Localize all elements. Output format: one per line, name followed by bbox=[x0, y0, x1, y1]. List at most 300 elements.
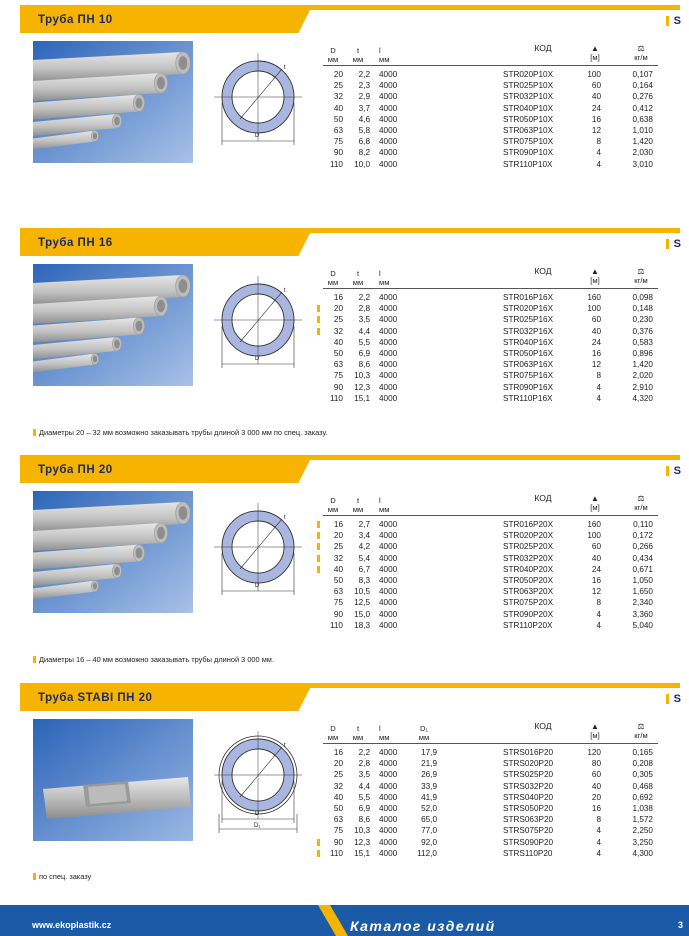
table-body bbox=[323, 69, 658, 170]
cell-kg: 4,300 bbox=[632, 848, 653, 858]
cell-m: 8 bbox=[596, 371, 601, 381]
special-order-marker bbox=[317, 543, 320, 550]
header-d bbox=[323, 269, 343, 287]
header-l-label: l bbox=[379, 724, 381, 733]
header-l bbox=[373, 269, 401, 287]
cell-m: 4 bbox=[596, 148, 601, 158]
special-order-marker bbox=[317, 521, 320, 528]
table-row bbox=[323, 792, 658, 803]
cell-d: 75 bbox=[333, 137, 343, 147]
cell-kg: 0,896 bbox=[632, 348, 653, 358]
header-l-unit: мм bbox=[379, 505, 390, 514]
cross-section-diagram bbox=[212, 491, 312, 613]
header-t bbox=[346, 496, 370, 514]
cell-kg: 0,412 bbox=[632, 103, 653, 113]
header-weight bbox=[629, 267, 653, 285]
header-l-unit: мм bbox=[379, 55, 390, 64]
cell-code: STR040P10X bbox=[503, 103, 554, 113]
header-s-label: S bbox=[673, 15, 681, 27]
cell-t: 4,6 bbox=[358, 114, 370, 124]
cell-kg: 4,320 bbox=[632, 393, 653, 403]
cell-l: 4000 bbox=[379, 382, 398, 392]
cell-t: 3,7 bbox=[358, 103, 370, 113]
table-row bbox=[323, 337, 658, 348]
cell-m: 40 bbox=[591, 92, 601, 102]
special-order-marker bbox=[317, 316, 320, 323]
table-row bbox=[323, 747, 658, 758]
pipe-photo bbox=[33, 264, 193, 386]
cell-m: 4 bbox=[596, 837, 601, 847]
cell-code: STR063P16X bbox=[503, 360, 554, 370]
header-d bbox=[323, 724, 343, 742]
header-t-unit: мм bbox=[352, 733, 364, 742]
cell-m: 4 bbox=[596, 393, 601, 403]
table-row bbox=[323, 159, 658, 170]
cell-t: 5,5 bbox=[358, 337, 370, 347]
header-meters-unit: [м] bbox=[590, 276, 600, 285]
diagram-label-d: D bbox=[255, 356, 260, 362]
table-row bbox=[323, 382, 658, 393]
section-title: Труба ПН 20 bbox=[38, 464, 113, 476]
header-d bbox=[323, 46, 343, 64]
weight-icon: ⚖ bbox=[637, 494, 645, 503]
cell-d: 20 bbox=[333, 531, 343, 541]
spec-table bbox=[323, 720, 658, 859]
cell-l: 4000 bbox=[379, 837, 398, 847]
cell-t: 2,2 bbox=[358, 748, 370, 757]
cell-l: 4000 bbox=[379, 598, 398, 608]
cell-d1: 112,0 bbox=[417, 848, 437, 858]
table-row bbox=[323, 69, 658, 80]
cell-m: 40 bbox=[591, 553, 601, 563]
cell-code: STR016P16X bbox=[503, 293, 554, 302]
diagram-label-d: D bbox=[255, 583, 260, 589]
weight-icon: ⚖ bbox=[637, 722, 645, 731]
table-row bbox=[323, 553, 658, 564]
table-row bbox=[323, 326, 658, 337]
header-code: КОД bbox=[534, 43, 552, 53]
header-t-unit: мм bbox=[352, 505, 364, 514]
cell-kg: 2,340 bbox=[632, 598, 653, 608]
header-accent-line bbox=[20, 228, 680, 233]
cell-code: STR020P20X bbox=[503, 531, 554, 541]
cell-code: STR075P16X bbox=[503, 371, 554, 381]
table-row bbox=[323, 125, 658, 136]
cell-d: 63 bbox=[333, 360, 343, 370]
note-marker bbox=[33, 873, 36, 880]
cell-kg: 3,250 bbox=[632, 837, 653, 847]
note-marker bbox=[33, 429, 36, 436]
cell-d: 50 bbox=[333, 803, 343, 813]
cell-t: 6,8 bbox=[358, 137, 370, 147]
cell-m: 12 bbox=[591, 360, 601, 370]
header-accent-line bbox=[20, 683, 680, 688]
header-d-unit: мм bbox=[327, 505, 339, 514]
diagram-label-t: t bbox=[284, 515, 286, 521]
cell-m: 24 bbox=[591, 337, 601, 347]
note-text: Диаметры 16 – 40 мм возможно заказывать трубы длиной 3 000 мм. bbox=[39, 655, 274, 664]
table-row bbox=[323, 359, 658, 370]
cell-d: 63 bbox=[333, 125, 343, 135]
cell-t: 10,0 bbox=[354, 159, 370, 169]
cell-l: 4000 bbox=[379, 792, 398, 802]
footer-url[interactable]: www.ekoplastik.cz bbox=[32, 920, 112, 930]
cell-kg: 0,276 bbox=[632, 92, 653, 102]
cell-code: STR090P20X bbox=[503, 609, 554, 619]
header-code: КОД bbox=[534, 266, 552, 276]
header-accent-line bbox=[20, 455, 680, 460]
table-row bbox=[323, 91, 658, 102]
cell-code: STR063P20X bbox=[503, 587, 554, 597]
cross-section-diagram bbox=[212, 719, 312, 841]
header-weight-unit: кг/м bbox=[634, 503, 648, 512]
cell-l: 4000 bbox=[379, 125, 398, 135]
table-header bbox=[323, 720, 658, 744]
cell-t: 3,4 bbox=[358, 531, 370, 541]
table-row bbox=[323, 314, 658, 325]
header-s-label: S bbox=[673, 238, 681, 250]
cell-m: 12 bbox=[591, 587, 601, 597]
cell-d: 25 bbox=[333, 770, 343, 780]
cell-t: 5,8 bbox=[358, 125, 370, 135]
spec-table bbox=[323, 265, 658, 404]
cell-t: 3,5 bbox=[358, 315, 370, 325]
cell-d: 90 bbox=[333, 382, 343, 392]
header-d1 bbox=[411, 724, 437, 742]
cell-d: 110 bbox=[329, 848, 343, 858]
cell-l: 4000 bbox=[379, 575, 398, 585]
diagram-label-t: t bbox=[284, 743, 286, 749]
cell-m: 4 bbox=[596, 826, 601, 836]
cell-m: 4 bbox=[596, 609, 601, 619]
header-d-label: D bbox=[330, 496, 336, 505]
cell-kg: 1,572 bbox=[632, 815, 653, 825]
cell-d1: 65,0 bbox=[421, 815, 437, 825]
header-d bbox=[323, 496, 343, 514]
cell-m: 24 bbox=[591, 564, 601, 574]
product-section bbox=[0, 683, 689, 903]
cell-kg: 0,230 bbox=[632, 315, 653, 325]
table-row bbox=[323, 103, 658, 114]
header-t bbox=[346, 724, 370, 742]
special-order-marker bbox=[317, 839, 320, 846]
cell-m: 4 bbox=[596, 848, 601, 858]
header-marker bbox=[666, 694, 669, 704]
header-weight bbox=[629, 44, 653, 62]
cell-kg: 0,110 bbox=[633, 520, 653, 529]
spec-table bbox=[323, 42, 658, 170]
table-row bbox=[323, 136, 658, 147]
cell-d1: 41,9 bbox=[421, 792, 437, 802]
cell-code: STR075P10X bbox=[503, 137, 554, 147]
cell-d: 25 bbox=[333, 315, 343, 325]
special-order-marker bbox=[317, 328, 320, 335]
table-header bbox=[323, 492, 658, 516]
cell-t: 6,9 bbox=[358, 348, 370, 358]
header-t-unit: мм bbox=[352, 55, 364, 64]
product-section bbox=[0, 228, 689, 448]
header-s-label: S bbox=[673, 465, 681, 477]
cell-kg: 2,250 bbox=[632, 826, 653, 836]
header-marker bbox=[666, 16, 669, 26]
cell-kg: 0,583 bbox=[632, 337, 653, 347]
cell-kg: 0,468 bbox=[632, 781, 653, 791]
table-row bbox=[323, 530, 658, 541]
cell-d1: 92,0 bbox=[421, 837, 437, 847]
header-d-unit: мм bbox=[327, 55, 339, 64]
cell-kg: 0,434 bbox=[632, 553, 653, 563]
cell-m: 20 bbox=[591, 792, 601, 802]
cell-t: 15,0 bbox=[354, 609, 370, 619]
cell-d: 110 bbox=[329, 159, 343, 169]
section-title: Труба ПН 16 bbox=[38, 237, 113, 249]
cell-d: 110 bbox=[329, 393, 343, 403]
table-row bbox=[323, 348, 658, 359]
cell-code: STRS050P20 bbox=[503, 803, 554, 813]
cell-m: 16 bbox=[591, 114, 601, 124]
table-body bbox=[323, 747, 658, 859]
cell-code: STRS025P20 bbox=[503, 770, 554, 780]
cell-code: STRS090P20 bbox=[503, 837, 554, 847]
table-row bbox=[323, 609, 658, 620]
table-row bbox=[323, 586, 658, 597]
weight-icon: ⚖ bbox=[637, 44, 645, 53]
header-weight bbox=[629, 494, 653, 512]
bundle-icon: ▲ bbox=[591, 494, 599, 503]
cell-code: STR040P20X bbox=[503, 564, 554, 574]
cell-d: 40 bbox=[333, 337, 343, 347]
cell-kg: 0,671 bbox=[632, 564, 653, 574]
cell-t: 8,6 bbox=[358, 360, 370, 370]
cell-l: 4000 bbox=[379, 826, 398, 836]
cell-code: STR040P16X bbox=[503, 337, 554, 347]
table-row bbox=[323, 370, 658, 381]
cell-m: 16 bbox=[591, 348, 601, 358]
cell-t: 6,7 bbox=[358, 564, 370, 574]
cell-m: 4 bbox=[596, 159, 601, 169]
cross-section-diagram bbox=[212, 264, 312, 386]
cell-m: 60 bbox=[591, 770, 601, 780]
cell-l: 4000 bbox=[379, 553, 398, 563]
table-row bbox=[323, 393, 658, 404]
cell-kg: 1,650 bbox=[632, 587, 653, 597]
table-body bbox=[323, 292, 658, 404]
cell-t: 4,4 bbox=[358, 781, 370, 791]
header-s-label: S bbox=[673, 693, 681, 705]
cell-d: 110 bbox=[329, 620, 343, 630]
header-meters-unit: [м] bbox=[590, 731, 600, 740]
cell-kg: 3,010 bbox=[632, 159, 653, 169]
product-section bbox=[0, 455, 689, 675]
cell-code: STR032P16X bbox=[503, 326, 554, 336]
cell-l: 4000 bbox=[379, 587, 398, 597]
header-weight-unit: кг/м bbox=[634, 276, 648, 285]
cell-d: 20 bbox=[333, 70, 343, 79]
cell-m: 160 bbox=[587, 520, 601, 529]
cell-code: STR075P20X bbox=[503, 598, 554, 608]
table-row bbox=[323, 758, 658, 769]
cell-m: 80 bbox=[591, 759, 601, 769]
special-order-marker bbox=[317, 532, 320, 539]
cell-code: STRS016P20 bbox=[503, 748, 554, 757]
cell-kg: 0,638 bbox=[632, 114, 653, 124]
note-text: Диаметры 20 – 32 мм возможно заказывать трубы длиной 3 000 мм по спец. заказу. bbox=[39, 428, 328, 437]
table-row bbox=[323, 303, 658, 314]
product-section bbox=[0, 5, 689, 225]
cell-d: 50 bbox=[333, 575, 343, 585]
table-row bbox=[323, 519, 658, 530]
cell-code: STR050P20X bbox=[503, 575, 554, 585]
cell-l: 4000 bbox=[379, 103, 398, 113]
special-order-marker bbox=[317, 305, 320, 312]
cell-m: 60 bbox=[591, 81, 601, 91]
cell-t: 12,3 bbox=[354, 382, 370, 392]
header-meters-unit: [м] bbox=[590, 503, 600, 512]
cell-m: 60 bbox=[591, 542, 601, 552]
cell-kg: 1,420 bbox=[632, 137, 653, 147]
section-note bbox=[33, 428, 327, 437]
cell-t: 2,7 bbox=[358, 520, 370, 529]
header-weight bbox=[629, 722, 653, 740]
cell-code: STRS063P20 bbox=[503, 815, 554, 825]
bundle-icon: ▲ bbox=[591, 44, 599, 53]
header-d1-unit: мм bbox=[418, 733, 430, 742]
diagram-label-d1: D₁ bbox=[254, 823, 261, 829]
cell-t: 5,5 bbox=[358, 792, 370, 802]
cell-code: STR016P20X bbox=[503, 520, 554, 529]
cell-m: 120 bbox=[587, 748, 601, 757]
cell-t: 10,3 bbox=[354, 826, 370, 836]
cell-m: 16 bbox=[591, 575, 601, 585]
cell-m: 100 bbox=[587, 531, 601, 541]
table-row bbox=[323, 814, 658, 825]
cell-l: 4000 bbox=[379, 748, 398, 757]
cell-l: 4000 bbox=[379, 848, 398, 858]
cell-l: 4000 bbox=[379, 81, 398, 91]
cell-l: 4000 bbox=[379, 371, 398, 381]
header-d-label: D bbox=[330, 724, 336, 733]
cell-d: 50 bbox=[333, 348, 343, 358]
cell-m: 12 bbox=[591, 125, 601, 135]
cell-code: STR110P10X bbox=[503, 159, 553, 169]
cell-t: 12,5 bbox=[354, 598, 370, 608]
cell-code: STR050P10X bbox=[503, 114, 554, 124]
cell-kg: 1,038 bbox=[632, 803, 653, 813]
header-marker bbox=[666, 239, 669, 249]
cell-d: 32 bbox=[333, 92, 343, 102]
cell-d: 90 bbox=[333, 609, 343, 619]
cell-kg: 1,050 bbox=[632, 575, 653, 585]
special-order-marker bbox=[317, 566, 320, 573]
header-t-label: t bbox=[356, 46, 360, 55]
cell-m: 24 bbox=[591, 103, 601, 113]
cell-kg: 0,164 bbox=[632, 81, 653, 91]
cell-d: 63 bbox=[333, 587, 343, 597]
cell-d1: 26,9 bbox=[421, 770, 437, 780]
cell-l: 4000 bbox=[379, 315, 398, 325]
cell-kg: 0,165 bbox=[632, 748, 653, 757]
section-title: Труба ПН 10 bbox=[38, 14, 113, 26]
cell-t: 4,4 bbox=[358, 326, 370, 336]
diagram-label-d: D bbox=[255, 133, 260, 139]
cell-code: STRS040P20 bbox=[503, 792, 554, 802]
cell-l: 4000 bbox=[379, 542, 398, 552]
cell-l: 4000 bbox=[379, 326, 398, 336]
note-marker bbox=[33, 656, 36, 663]
cell-m: 40 bbox=[591, 326, 601, 336]
cell-t: 5,4 bbox=[358, 553, 370, 563]
cell-t: 10,5 bbox=[354, 587, 370, 597]
table-row bbox=[323, 564, 658, 575]
cell-kg: 0,172 bbox=[632, 531, 653, 541]
cell-m: 8 bbox=[596, 598, 601, 608]
bundle-icon: ▲ bbox=[591, 722, 599, 731]
header-t-label: t bbox=[356, 724, 360, 733]
cell-kg: 2,030 bbox=[632, 148, 653, 158]
cell-m: 8 bbox=[596, 137, 601, 147]
cell-d: 40 bbox=[333, 564, 343, 574]
cell-kg: 0,208 bbox=[632, 759, 653, 769]
cell-kg: 0,305 bbox=[632, 770, 653, 780]
cell-l: 4000 bbox=[379, 531, 398, 541]
table-header bbox=[323, 265, 658, 289]
special-order-marker bbox=[317, 555, 320, 562]
cell-kg: 0,692 bbox=[632, 792, 653, 802]
cell-t: 3,5 bbox=[358, 770, 370, 780]
cell-l: 4000 bbox=[379, 520, 398, 529]
header-d-unit: мм bbox=[327, 733, 339, 742]
header-t bbox=[346, 46, 370, 64]
cell-t: 15,1 bbox=[354, 393, 370, 403]
cell-code: STRS110P20 bbox=[503, 848, 553, 858]
diagram-label-t: t bbox=[284, 288, 286, 294]
cell-kg: 2,910 bbox=[632, 382, 653, 392]
header-l-unit: мм bbox=[379, 733, 390, 742]
cell-d1: 52,0 bbox=[421, 803, 437, 813]
cell-t: 4,2 bbox=[358, 542, 370, 552]
header-meters bbox=[585, 494, 605, 512]
cell-m: 16 bbox=[591, 803, 601, 813]
cell-l: 4000 bbox=[379, 564, 398, 574]
cell-code: STR032P20X bbox=[503, 553, 554, 563]
cell-d: 20 bbox=[333, 304, 343, 314]
header-code: КОД bbox=[534, 721, 552, 731]
cell-d: 90 bbox=[333, 837, 343, 847]
header-l bbox=[373, 724, 401, 742]
bundle-icon: ▲ bbox=[591, 267, 599, 276]
cell-d: 40 bbox=[333, 103, 343, 113]
pipe-photo bbox=[33, 491, 193, 613]
header-weight-unit: кг/м bbox=[634, 53, 648, 62]
cell-d: 32 bbox=[333, 781, 343, 791]
cell-code: STRS020P20 bbox=[503, 759, 554, 769]
cell-kg: 0,376 bbox=[632, 326, 653, 336]
cell-d: 20 bbox=[333, 759, 343, 769]
table-row bbox=[323, 837, 658, 848]
cell-l: 4000 bbox=[379, 70, 398, 79]
cell-m: 100 bbox=[587, 70, 601, 79]
cell-d: 25 bbox=[333, 81, 343, 91]
cell-kg: 0,098 bbox=[632, 293, 653, 302]
cell-m: 160 bbox=[587, 293, 601, 302]
cell-d: 25 bbox=[333, 542, 343, 552]
cell-d: 90 bbox=[333, 148, 343, 158]
cell-m: 100 bbox=[587, 304, 601, 314]
section-note bbox=[33, 655, 274, 664]
cell-l: 4000 bbox=[379, 781, 398, 791]
cell-kg: 0,107 bbox=[632, 70, 653, 79]
cell-l: 4000 bbox=[379, 337, 398, 347]
